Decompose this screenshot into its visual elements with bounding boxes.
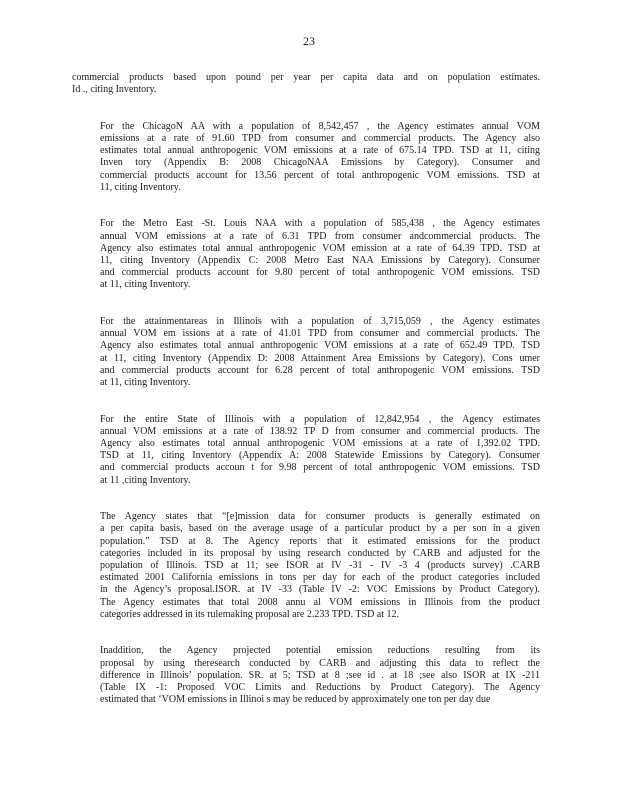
text-line: annual VOM em issions at a rate of 41.01 TPD from consumer and commercial products. The xyxy=(100,328,540,340)
text-line: categories included in its proposal by using research conducted by CARB and adjusted for the xyxy=(100,547,540,559)
text-line: annual VOM emissions at a rate of 6.31 TPD from consumer andcommercial products. The xyxy=(100,230,540,242)
text-line: The Agency estimates that total 2008 annu al VOM emissions in Illinois from the product xyxy=(100,596,540,608)
text-line: in the Agency’s proposal.ISOR. at IV -33 (Table IV -2: VOC Emissions by Product Category). xyxy=(100,584,540,596)
text-line: a per capita basis, based on the average usage of a particular product by a per son in a given xyxy=(100,523,540,535)
text-line: at 11, citing Inventory. xyxy=(100,377,191,389)
paragraph xyxy=(72,645,540,706)
text-line: Agency also estimates total annual anthropogenic VOM emissions at a rate of 652.49 TPD. TSD xyxy=(100,340,540,352)
paragraph xyxy=(72,316,540,389)
text-line: commercial products account for 13.56 percent of total anthropogenic VOM emissions. TSD at xyxy=(100,169,540,181)
text-line: population of Illinois. TSD at 11; see ISOR at IV -31 - IV -3 4 (products survey) .CARB xyxy=(100,560,540,572)
page-number: 23 xyxy=(303,34,315,48)
text-line: and commercial products account for 9.80 percent of total anthropogenic VOM emissions. TSD xyxy=(100,267,540,279)
paragraph xyxy=(72,72,540,96)
paragraph xyxy=(72,121,540,194)
paragraph xyxy=(72,218,540,291)
text-line: estimated 2001 California emissions in tons per day for each of the product categories included xyxy=(100,572,540,584)
text-line: commercial products based upon pound per year per capita data and on population estimates. xyxy=(72,72,540,83)
text-line: annual VOM emissions at a rate of 138.92 TP D from consumer and commercial products. The xyxy=(100,425,540,437)
text-line: 11, citing Inventory (Appendix C: 2008 Metro East NAA Emissions by Category). Consumer xyxy=(100,255,540,267)
paragraph xyxy=(72,414,540,487)
text-line: at 11, citing Inventory. xyxy=(100,279,191,291)
text-line: estimated that ‘VOM emissions in Illinoi s may be reduced by approximately one ton per day due xyxy=(100,694,491,706)
text-line: For the attainmentareas in Illinois with a population of 3,715,059 , the Agency estimates xyxy=(100,316,540,328)
text-line: population.” TSD at 8. The Agency reports that it estimated emissions for the product xyxy=(100,535,540,547)
text-line: For the Metro East -St. Louis NAA with a population of 585,438 , the Agency estimates xyxy=(100,218,540,230)
text-line: estimates total annual anthropogenic VOM emissions at a rate of 675.14 TPD. TSD at 11, citing xyxy=(100,145,540,157)
text-line: emissions at a rate of 91.60 TPD from consumer and commercial products. The Agency also xyxy=(100,133,540,144)
text-line: (Table IX -1: Proposed VOC Limits and Reductions by Product Category). The Agency xyxy=(100,682,540,694)
text-line: Id ., citing Inventory. xyxy=(72,84,157,96)
text-line: For the ChicagoN AA with a population of 8,542,457 , the Agency estimates annual VOM xyxy=(100,120,540,132)
paragraph xyxy=(72,511,540,621)
text-line: categories addressed in its rulemaking proposal are 2.233 TPD. TSD at 12. xyxy=(100,608,400,620)
text-line: and commercial products accoun t for 9.98 percent of total anthropogenic VOM emissions. TSD xyxy=(100,462,540,474)
body-text xyxy=(72,72,540,731)
text-line: proposal by using theresearch conducted by CARB and adjusting this data to reflect the xyxy=(100,657,540,669)
text-line: Agency also estimates total annual anthropogenic VOM emission at a rate of 64.39 TPD. TSD at xyxy=(100,242,540,254)
text-line: 11, citing Inventory. xyxy=(100,181,181,193)
text-line: For the entire State of Illinois with a population of 12,842,954 , the Agency estimates xyxy=(100,413,540,425)
text-line: TSD at 11, citing Inventory (Appendix A: 2008 Statewide Emissions by Category). Consumer xyxy=(100,450,540,462)
text-line: at 11, citing Inventory (Appendix D: 2008 Attainment Area Emissions by Category). Cons umer xyxy=(100,352,540,364)
text-line: Inaddition, the Agency projected potential emission reductions resulting from its xyxy=(100,645,540,657)
text-line: and commercial products account for 6.28 percent of total anthropogenic VOM emissions. TSD xyxy=(100,364,540,376)
text-line: at 11 ,citing Inventory. xyxy=(100,474,191,486)
text-line: Agency also estimates total annual anthropogenic VOM emissions at a rate of 1,392.02 TPD. xyxy=(100,438,540,450)
text-line: The Agency states that “[e]mission data for consumer products is generally estimated on xyxy=(100,511,540,523)
text-line: difference in Illinois’ population. SR. at 5; TSD at 8 ;see id . at 18 ;see also ISOR at IX -211 xyxy=(100,669,540,681)
text-line: Inven tory (Appendix B: 2008 ChicagoNAA Emissions by Category). Consumer and xyxy=(100,157,540,169)
